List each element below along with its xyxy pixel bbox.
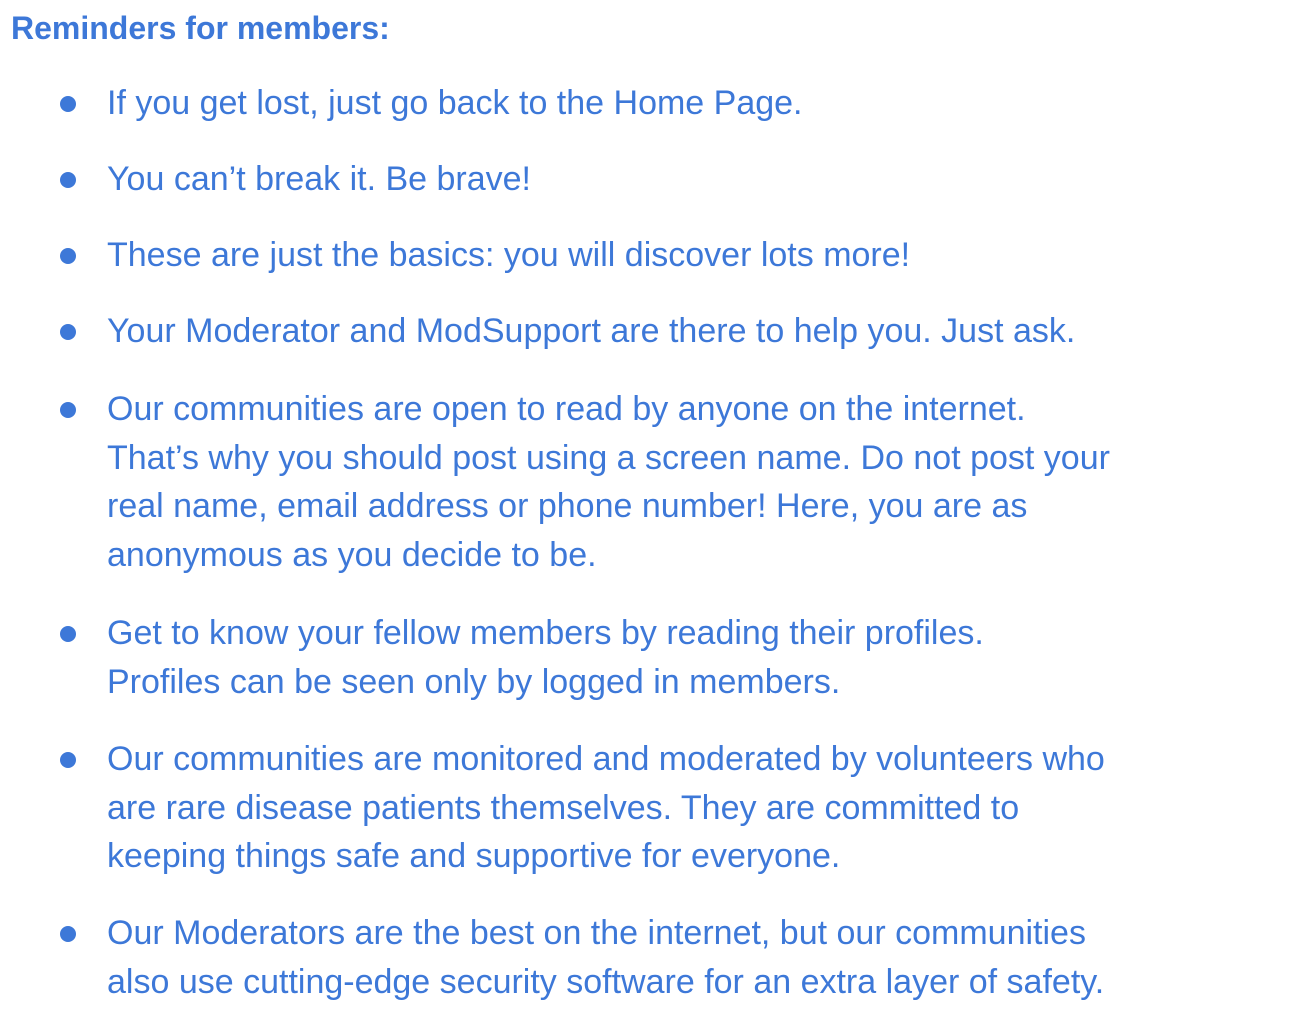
text-line: You can’t break it. Be brave! xyxy=(107,160,532,198)
text-line: are rare disease patients themselves. They are committed to xyxy=(107,788,1020,827)
list-item-text xyxy=(107,231,1257,280)
text-line: Our Moderators are the best on the internet, but our communities xyxy=(107,914,1086,952)
bullet-icon xyxy=(60,172,76,188)
reminders-heading: Reminders for members: xyxy=(11,10,390,46)
text-line: anonymous as you decide to be. xyxy=(107,535,597,574)
text-line: Our communities are open to read by anyone on the internet. xyxy=(107,390,1026,428)
bullet-icon xyxy=(60,248,76,264)
bullet-icon xyxy=(60,926,76,942)
text-line: If you get lost, just go back to the Home Page. xyxy=(107,84,803,122)
text-line: These are just the basics: you will discover lots more! xyxy=(107,236,911,274)
list-item-text xyxy=(107,609,1257,706)
bullet-icon xyxy=(60,402,76,418)
text-line: Get to know your fellow members by reading their profiles. xyxy=(107,614,984,652)
text-line: That’s why you should post using a screen name. Do not post your xyxy=(107,438,1110,477)
text-line: keeping things safe and supportive for everyone. xyxy=(107,837,841,875)
list-item-text xyxy=(107,909,1257,1006)
list-item-text xyxy=(107,307,1257,356)
list-item-text xyxy=(107,385,1257,579)
bullet-icon xyxy=(60,626,76,642)
list-item-text xyxy=(107,79,1257,128)
list-item-text xyxy=(107,155,1257,204)
bullet-icon xyxy=(60,324,76,340)
bullet-icon xyxy=(60,752,76,768)
text-line: Our communities are monitored and moderated by volunteers who xyxy=(107,740,1105,778)
text-line: Your Moderator and ModSupport are there to help you. Just ask. xyxy=(107,312,1076,350)
text-line: real name, email address or phone number! Here, you are as xyxy=(107,487,1028,525)
bullet-icon xyxy=(60,96,76,112)
list-item-text xyxy=(107,735,1257,881)
text-line: also use cutting-edge security software for an extra layer of safety. xyxy=(107,962,1105,1001)
text-line: Profiles can be seen only by logged in members. xyxy=(107,662,841,701)
